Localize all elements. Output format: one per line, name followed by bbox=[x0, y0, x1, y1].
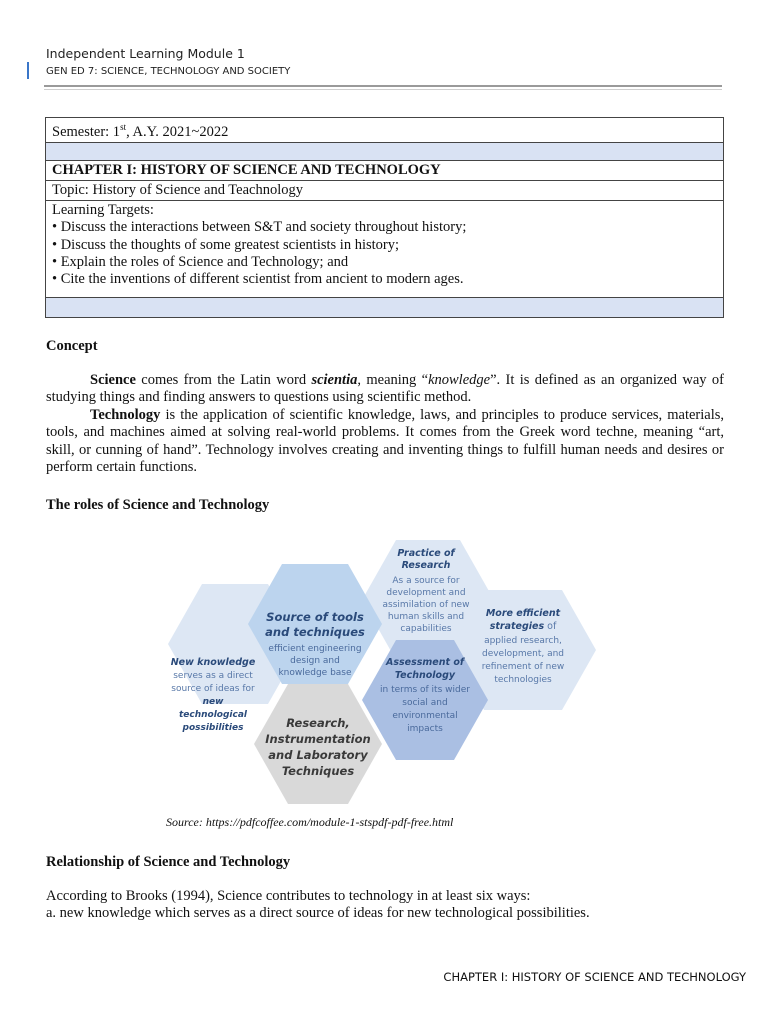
hex-assessment-text: impacts bbox=[407, 724, 443, 734]
hex-practice-title: Practice of bbox=[397, 548, 455, 559]
learning-targets bbox=[46, 200, 724, 297]
hex-practice-text: As a source for bbox=[392, 576, 460, 586]
target-item: • Explain the roles of Science and Technology; and bbox=[52, 254, 349, 271]
hex-efficient-text: refinement of new bbox=[481, 662, 565, 672]
course-title: GEN ED 7: SCIENCE, TECHNOLOGY AND SOCIETY bbox=[46, 66, 291, 77]
concept-heading: Concept bbox=[46, 338, 98, 354]
hex-research-title: Techniques bbox=[281, 764, 355, 778]
relationship-paragraph bbox=[46, 888, 724, 923]
hex-tools-text: efficient engineering bbox=[268, 644, 362, 654]
hex-practice-text: assimilation of new bbox=[382, 600, 470, 610]
targets-label: Learning Targets: bbox=[52, 201, 154, 218]
hex-assessment-text: environmental bbox=[392, 711, 458, 721]
target-item: • Discuss the interactions between S&T and society throughout history; bbox=[52, 219, 467, 236]
hex-assessment-title: Technology bbox=[394, 670, 456, 681]
hex-assessment-text: social and bbox=[402, 698, 448, 708]
hex-practice-title: Research bbox=[401, 560, 451, 571]
module-title: Independent Learning Module 1 bbox=[46, 46, 245, 61]
hex-research-title: Instrumentation bbox=[265, 732, 371, 746]
hex-tools-text: knowledge base bbox=[278, 668, 352, 678]
header-divider-thin bbox=[44, 89, 722, 90]
module-info-table bbox=[45, 117, 724, 318]
hex-assessment-text: in terms of its wider bbox=[380, 685, 470, 695]
hex-efficient-text: applied research, bbox=[484, 636, 562, 646]
roles-hexagon-diagram bbox=[148, 536, 600, 808]
relationship-intro: According to Brooks (1994), Science contributes to technology in at least six ways: bbox=[46, 888, 531, 904]
semester-cell: Semester: 1st, A.Y. 2021~2022 bbox=[46, 118, 724, 143]
hex-newknow-text: source of ideas for bbox=[171, 684, 255, 694]
hex-assessment-title: Assessment of bbox=[385, 657, 465, 668]
hex-newknow-title: New knowledge bbox=[170, 657, 256, 668]
shaded-row bbox=[46, 142, 724, 160]
hex-tools-text: design and bbox=[290, 656, 340, 666]
hex-newknow-bold: new bbox=[202, 697, 224, 707]
diagram-source: Source: https://pdfcoffee.com/module-1-stspdf-pdf-free.html bbox=[166, 815, 454, 829]
hex-efficient-text: development, and bbox=[481, 649, 565, 659]
hex-practice-text: development and bbox=[386, 588, 466, 598]
hex-efficient-title: strategies of bbox=[489, 621, 557, 632]
shaded-row bbox=[46, 297, 724, 317]
relationship-item-a: a. new knowledge which serves as a direct source of ideas for new technological possibilities. bbox=[46, 905, 590, 922]
header-divider bbox=[44, 85, 722, 87]
relationship-heading: Relationship of Science and Technology bbox=[46, 854, 291, 870]
hex-newknow-text: serves as a direct bbox=[173, 671, 253, 681]
hex-tools-title: Source of tools bbox=[266, 610, 364, 624]
semester-row bbox=[46, 118, 724, 143]
topic-cell: Topic: History of Science and Teachnology bbox=[46, 180, 724, 200]
hex-newknow-bold: possibilities bbox=[182, 723, 244, 733]
hex-tools-title: and techniques bbox=[265, 625, 365, 639]
roles-heading: The roles of Science and Technology bbox=[46, 497, 270, 513]
header-accent-bar bbox=[27, 62, 29, 79]
hex-efficient-text: technologies bbox=[494, 675, 552, 685]
hex-newknow-bold: technological bbox=[178, 710, 248, 720]
target-item: • Discuss the thoughts of some greatest scientists in history; bbox=[52, 236, 400, 253]
technology-paragraph: Technology is the application of scientific knowledge, laws, and principles to produce services, materials, tools, and machines aimed at solving real-world problems. It comes from the Greek word techne, meaning “art, skill, or cunning of hand”. Technology involves creating and inventing things to fulfill human needs and desires or perform certain functions. bbox=[46, 407, 724, 476]
hex-efficient-title: More efficient bbox=[485, 608, 561, 619]
hex-research-title: Research, bbox=[286, 716, 350, 730]
hex-practice-text: capabilities bbox=[400, 624, 452, 634]
chapter-title: CHAPTER I: HISTORY OF SCIENCE AND TECHNOLOGY bbox=[46, 160, 724, 180]
target-item: • Cite the inventions of different scientist from ancient to modern ages. bbox=[52, 271, 464, 288]
page-footer: CHAPTER I: HISTORY OF SCIENCE AND TECHNOLOGY bbox=[443, 970, 746, 984]
hex-research-title: and Laboratory bbox=[268, 748, 368, 762]
science-paragraph: Science comes from the Latin word scientia, meaning “knowledge”. It is defined as an organized way of studying things and finding answers to questions using scientific method. bbox=[46, 372, 724, 406]
hex-practice-text: human skills and bbox=[387, 612, 465, 622]
